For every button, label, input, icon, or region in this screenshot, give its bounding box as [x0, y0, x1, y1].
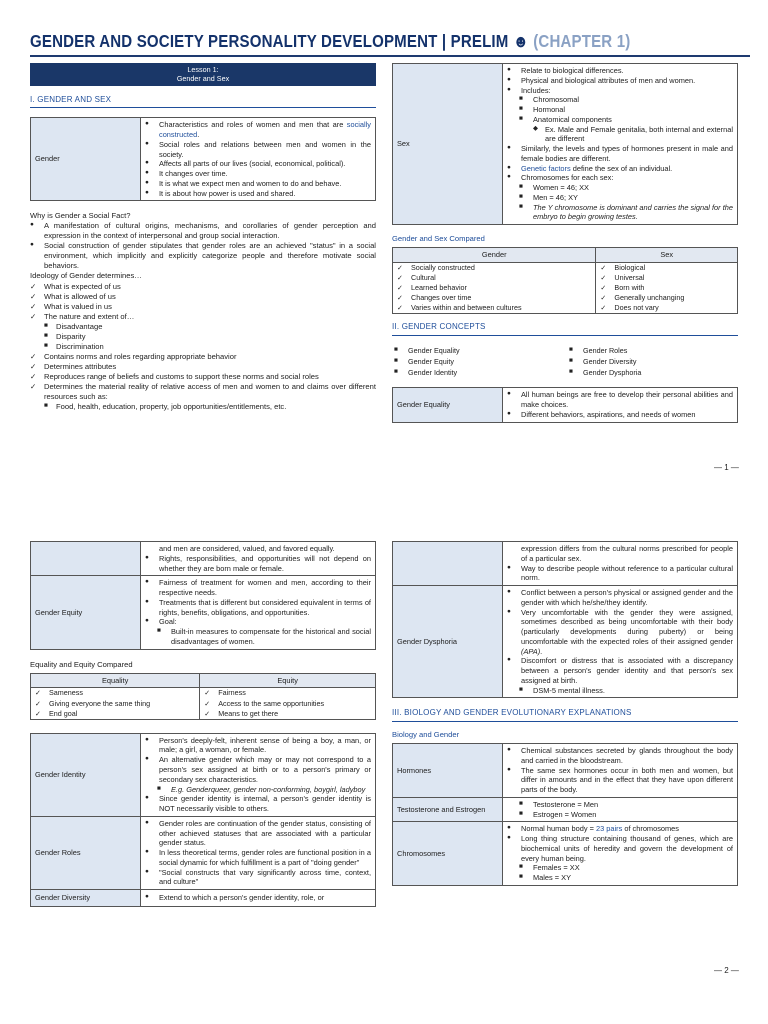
biology-table	[392, 743, 738, 886]
sex-column	[596, 263, 738, 314]
list-item: ● It is what we expect men and women to do and behave.	[145, 179, 371, 189]
term-content	[503, 586, 738, 698]
term-label: Gender Roles	[31, 816, 141, 889]
title-main: GENDER AND SOCIETY PERSONALITY DEVELOPMENT	[30, 31, 438, 51]
list-item: ● Fairness of treatment for women and men, according to their respective needs.	[145, 578, 371, 598]
gender-definition-table	[30, 117, 376, 201]
list-item: ■ Hormonal	[507, 105, 733, 115]
list-item: ● Very uncomfortable with the gender they were assigned, sometimes described as being uncomfortable with their body (particularly developments during puberty) or being uncomfortable with the expected roles of their assigned gender (APA).	[507, 608, 733, 657]
page-header	[30, 28, 750, 60]
equality-definition-table	[392, 387, 738, 422]
gender-sex-compared-table	[392, 247, 738, 314]
list-item: ● Chemical substances secreted by glands throughout the body and carried in the bloodstream.	[507, 746, 733, 766]
section-heading-gender-and-sex: I. GENDER AND SEX	[30, 95, 376, 109]
list-item: ● Normal human body = 23 pairs of chromosomes	[507, 824, 733, 834]
list-item: ■ Gender Diversity	[567, 356, 737, 367]
list-item: ✓ The nature and extent of…	[30, 312, 376, 322]
compare-item: ✓ Sameness	[35, 688, 195, 698]
column-header: Equality	[31, 673, 200, 688]
gender-column	[393, 263, 596, 314]
list-item: ● Rights, responsibilities, and opportunities will not depend on whether they are born male or female.	[145, 554, 371, 574]
list-item: ■ DSM-5 mental illness.	[507, 686, 733, 696]
term-content	[503, 542, 738, 586]
compare-item: ✓ Access to the same opportunities	[204, 699, 371, 709]
lesson-number: Lesson 1:	[187, 65, 219, 74]
list-item: ● Different behaviors, aspirations, and needs of women	[507, 410, 733, 420]
lesson-banner	[30, 63, 376, 86]
compare-item: ✓ Does not vary	[600, 303, 733, 313]
list-item: ● Social construction of gender stipulates that gender roles are an achieved "status" in a social environment, which implicitly and explicitly categorize people and therefore motivate social behaviors.	[30, 241, 376, 271]
list-item: ● Affects all parts of our lives (social, economical, political).	[145, 159, 371, 169]
term-label: Gender Identity	[31, 733, 141, 816]
term-label-empty	[393, 542, 503, 586]
list-item: ■ Males = XY	[507, 873, 733, 883]
list-item: ● An alternative gender which may or may not correspond to a person's sex assigned at birth or to a person's primary or secondary sex characteristics.	[145, 755, 371, 784]
list-item: ■ Chromosomal	[507, 95, 733, 105]
list-item: ◆ Ex. Male and Female genitalia, both internal and external are different	[507, 125, 733, 145]
list-item: ● Since gender identity is internal, a person's gender identity is NOT necessarily visible to others.	[145, 794, 371, 814]
title-prelim: PRELIM	[450, 31, 509, 51]
list-item: ✓ Determines attributes	[30, 362, 376, 372]
list-item: ✓ What is allowed of us	[30, 292, 376, 302]
list-item: ● Chromosomes for each sex:	[507, 173, 733, 183]
term-content	[141, 816, 376, 889]
list-item: ● Genetic factors define the sex of an individual.	[507, 164, 733, 174]
header-rule	[30, 55, 750, 57]
compare-item: ✓ Varies within and between cultures	[397, 303, 591, 313]
list-item: ● Physical and biological attributes of men and women.	[507, 76, 733, 86]
diversity-dysphoria-table	[392, 541, 738, 698]
list-item: ● Relate to biological differences.	[507, 66, 733, 76]
list-item: ■ Gender Identity	[392, 367, 567, 378]
list-item: ✓ Contains norms and roles regarding appropriate behavior	[30, 352, 376, 362]
compare-item: ✓ Cultural	[397, 273, 591, 283]
term-content	[141, 733, 376, 816]
list-item: ● Social roles and relations between men and women in the society.	[145, 140, 371, 160]
list-item: ● Similarly, the levels and types of hormones present in male and female bodies are different.	[507, 144, 733, 164]
compare-item: ✓ Socially constructed	[397, 263, 591, 273]
list-item: ● Treatments that is different but considered equivalent in terms of rights, benefits, obligations, and opportunities.	[145, 598, 371, 618]
list-item: ■ Women = 46; XX	[507, 183, 733, 193]
list-item: ■ Gender Roles	[567, 345, 737, 356]
list-item: ● In less theoretical terms, gender roles are functional position in a social dynamic for which fulfillment is a part of "doing gender"	[145, 848, 371, 868]
compare-item: ✓ Changes over time	[397, 293, 591, 303]
compare-item: ✓ Universal	[600, 273, 733, 283]
page-number: — 2 —	[714, 966, 739, 975]
column-header: Sex	[596, 248, 738, 263]
compare-item: ✓ End goal	[35, 709, 195, 719]
list-item: ● Conflict between a person's physical or assigned gender and the gender with which he/she/they identify.	[507, 588, 733, 608]
term-label-empty	[31, 542, 141, 576]
list-item: ■ Disparity	[30, 332, 376, 342]
list-item: ● Gender roles are continuation of the gender status, consisting of other achieved statuses that are associated with a particular gender status.	[145, 819, 371, 848]
concepts-list	[392, 345, 738, 378]
term-content	[141, 890, 376, 907]
list-item: ● Way to describe people without reference to a particular cultural norm.	[507, 564, 733, 584]
list-item: ■ Food, health, education, property, job opportunities/entitlements, etc.	[30, 402, 376, 412]
term-content	[141, 118, 376, 201]
list-item: ● "Social constructs that vary significantly across time, context, and culture"	[145, 868, 371, 888]
smiley-icon: ☻	[508, 31, 534, 51]
list-item: ■ E.g. Genderqueer, gender non-conforming, boygirl, ladyboy	[145, 785, 371, 795]
list-item: ● All human beings are free to develop their personal abilities and make choices.	[507, 390, 733, 410]
compare-item: ✓ Generally unchanging	[600, 293, 733, 303]
equality-continued-table	[30, 541, 376, 650]
term-label: Gender Dysphoria	[393, 586, 503, 698]
list-item: ✓ What is valued in us	[30, 302, 376, 312]
page2-right-column	[392, 541, 738, 886]
list-item: ● It is about how power is used and shared.	[145, 189, 371, 199]
equity-column	[200, 688, 376, 719]
term-content	[503, 797, 738, 822]
list-item: ● Long thing structure containing thousand of genes, which are biochemical units of heredity and govern the development of every human being.	[507, 834, 733, 863]
list-item: ■ Built-in measures to compensate for the historical and social disadvantages of women.	[145, 627, 371, 647]
term-label: Gender Diversity	[31, 890, 141, 907]
compare-item: ✓ Giving everyone the same thing	[35, 699, 195, 709]
page1-left-column	[30, 63, 376, 412]
list-item: ■ Disadvantage	[30, 322, 376, 332]
term-label: Gender Equity	[31, 576, 141, 649]
section-heading-gender-concepts: II. GENDER CONCEPTS	[392, 322, 738, 336]
list-item: ● Includes:	[507, 86, 733, 96]
title-chapter: (CHAPTER 1)	[533, 31, 631, 51]
section-heading-biology: III. BIOLOGY AND GENDER EVOLUTIONARY EXPLANATIONS	[392, 708, 738, 722]
list-item: ✓ What is expected of us	[30, 282, 376, 292]
term-label: Sex	[393, 64, 503, 225]
page-number: — 1 —	[714, 463, 739, 472]
social-fact-block	[30, 211, 376, 411]
list-item: ✓ Reproduces range of beliefs and customs to support these norms and social roles	[30, 372, 376, 382]
term-content	[503, 744, 738, 798]
compare-item: ✓ Learned behavior	[397, 283, 591, 293]
biology-subheading: Biology and Gender	[392, 730, 460, 740]
term-label: Hormones	[393, 744, 503, 798]
compare-item: ✓ Fairness	[204, 688, 371, 698]
equality-equity-compared-title: Equality and Equity Compared	[30, 659, 133, 669]
list-item: ■ Men = 46; XY	[507, 193, 733, 203]
gender-sex-compared-title: Gender and Sex Compared	[392, 234, 485, 244]
list-item: ● Extend to which a person's gender identity, role, or	[145, 893, 371, 903]
term-content	[503, 388, 738, 422]
compare-item: ✓ Born with	[600, 283, 733, 293]
list-item: ● Person's deeply-felt, inherent sense of being a boy, a man, or male; a girl, a woman, or female.	[145, 736, 371, 756]
title-separator: |	[437, 31, 451, 51]
identity-roles-diversity-table	[30, 733, 376, 907]
term-label: Gender Equality	[393, 388, 503, 422]
term-content	[141, 542, 376, 576]
list-item: ■ Gender Equality	[392, 345, 567, 356]
list-item: ■ Gender Equity	[392, 356, 567, 367]
compare-item: ✓ Means to get there	[204, 709, 371, 719]
ideology-heading: Ideology of Gender determines…	[30, 271, 142, 281]
lesson-title: Gender and Sex	[176, 74, 230, 84]
list-item: ■ Anatomical components	[507, 115, 733, 125]
list-item: ● Discomfort or distress that is associated with a discrepancy between a person's gender identity and that person's sex assigned at birth.	[507, 656, 733, 685]
list-item: ✓ Determines the material reality of relative access of men and women to and claims over different resources such as:	[30, 382, 376, 402]
list-item: ■ Gender Dysphoria	[567, 367, 737, 378]
list-item: ● Goal:	[145, 617, 371, 627]
term-label: Testosterone and Estrogen	[393, 797, 503, 822]
column-header: Gender	[393, 248, 596, 263]
term-content	[503, 822, 738, 886]
term-content	[141, 576, 376, 649]
term-label: Gender	[31, 118, 141, 201]
social-fact-question: Why is Gender a Social Fact?	[30, 211, 131, 221]
list-item: ■ Estrogen = Women	[507, 810, 733, 820]
list-item: ■ Discrimination	[30, 342, 376, 352]
list-item: ● The same sex hormones occur in both men and women, but differ in amounts and in the effect that they have upon different parts of the body.	[507, 766, 733, 795]
column-header: Equity	[200, 673, 376, 688]
sex-definition-table	[392, 63, 738, 225]
list-item: ■ Females = XX	[507, 863, 733, 873]
list-item: and men are considered, valued, and favored equally.	[159, 544, 335, 553]
equality-equity-compared-table	[30, 673, 376, 720]
document-title	[30, 30, 630, 53]
compare-item: ✓ Biological	[600, 263, 733, 273]
list-item: ● Characteristics and roles of women and men that are socially constructed.	[145, 120, 371, 140]
list-item: ■ Testosterone = Men	[507, 800, 733, 810]
list-item: ■ The Y chromosome is dominant and carries the signal for the embryo to begin growing testes.	[507, 203, 733, 223]
list-item: ● It changes over time.	[145, 169, 371, 179]
list-item: expression differs from the cultural norms prescribed for people of a particular sex.	[521, 544, 733, 563]
page1-right-column	[392, 63, 738, 423]
term-content	[503, 64, 738, 225]
equality-column	[31, 688, 200, 719]
page2-left-column	[30, 541, 376, 907]
term-label: Chromosomes	[393, 822, 503, 886]
list-item: ● A manifestation of cultural origins, mechanisms, and corollaries of gender perception and expression in the context of interpersonal and group social interaction.	[30, 221, 376, 241]
